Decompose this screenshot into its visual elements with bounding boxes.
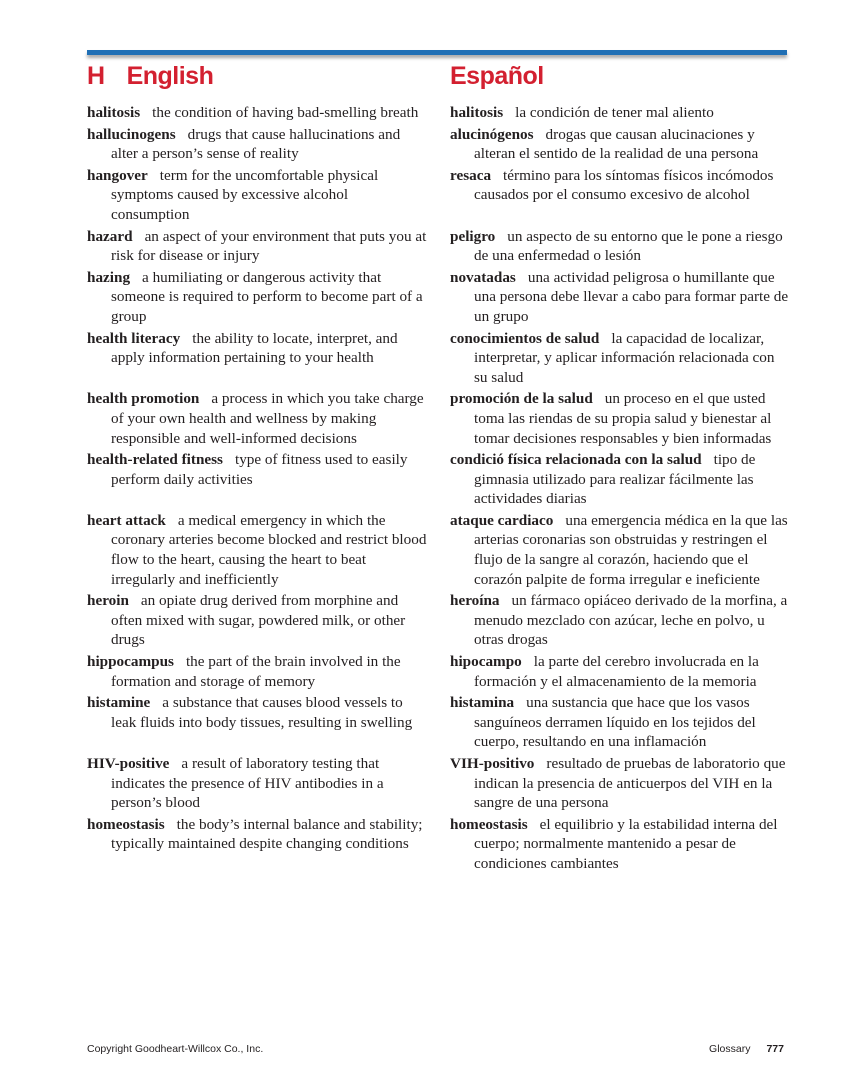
english-entry: [87, 511, 428, 589]
definition: a result of laboratory testing that indicates the presence of HIV antibodies in a person’s blood: [111, 755, 384, 812]
spanish-entry: [450, 125, 791, 164]
english-entry: [87, 227, 428, 266]
english-entry: [87, 652, 428, 691]
term: health promotion: [87, 390, 200, 408]
english-entry: [87, 103, 428, 123]
english-entry: [87, 389, 428, 448]
definition: a process in which you take charge of your own health and wellness by making responsible and well-informed decisions: [111, 390, 424, 447]
term: novatadas: [450, 268, 516, 286]
header-rule: [87, 50, 787, 55]
english-entry: [87, 693, 428, 752]
spanish-entry: [450, 693, 791, 752]
term: hipocampo: [450, 653, 522, 671]
english-entry: [87, 166, 428, 225]
term: hangover: [87, 166, 148, 184]
definition: drogas que causan alucinaciones y alteran el sentido de la realidad de una persona: [474, 125, 759, 163]
term: hazard: [87, 227, 133, 245]
term: health-related fitness: [87, 451, 223, 469]
term: ataque cardiaco: [450, 511, 554, 529]
page-number: 777: [766, 1043, 784, 1055]
glossary-entries: [87, 103, 787, 874]
term: health literacy: [87, 329, 181, 347]
english-entry: [87, 125, 428, 164]
english-entry: [87, 450, 428, 509]
definition: el equilibrio y la estabilidad interna del cuerpo; normalmente mantenido a pesar de condiciones cambiantes: [474, 815, 778, 872]
definition: drugs that cause hallucinations and alter a person’s sense of reality: [111, 125, 401, 163]
definition: una sustancia que hace que los vasos sanguíneos derramen líquido en los tejidos del cuerpo, resultando en una inflamación: [474, 694, 756, 751]
english-entry: [87, 329, 428, 388]
definition: a humiliating or dangerous activity that someone is required to perform to become part of a group: [111, 268, 423, 325]
definition: the body’s internal balance and stability; typically maintained despite changing conditions: [111, 815, 423, 853]
spanish-entry: [450, 511, 791, 589]
spanish-entry: [450, 329, 791, 388]
definition: the part of the brain involved in the formation and storage of memory: [111, 653, 401, 690]
definition: the condition of having bad-smelling breath: [152, 104, 419, 121]
term: VIH-positivo: [450, 755, 535, 772]
term: hippocampus: [87, 653, 174, 671]
term: hazing: [87, 268, 131, 286]
spanish-entry: [450, 815, 791, 874]
term: halitosis: [450, 104, 504, 121]
term: heart attack: [87, 511, 166, 529]
term: halitosis: [87, 104, 141, 121]
term: hallucinogens: [87, 125, 176, 143]
english-label: English: [126, 62, 214, 90]
term: alucinógenos: [450, 125, 534, 143]
definition: un aspecto de su entorno que le pone a riesgo de una enfermedad o lesión: [474, 227, 783, 265]
definition: a substance that causes blood vessels to leak fluids into body tissues, resulting in swelling: [111, 694, 413, 731]
spanish-entry: [450, 652, 791, 691]
section-letter: H: [87, 62, 105, 90]
definition: término para los síntomas físicos incómodos causados por el consumo excesivo de alcohol: [474, 166, 774, 204]
term: conocimientos de salud: [450, 329, 600, 347]
definition: an aspect of your environment that puts you at risk for disease or injury: [111, 227, 427, 265]
definition: an opiate drug derived from morphine and often mixed with sugar, powdered milk, or other drugs: [111, 592, 406, 649]
english-entry: [87, 754, 428, 813]
term: condició física relacionada con la salud: [450, 451, 702, 469]
definition: una actividad peligrosa o humillante que una persona debe llevar a cabo para formar parte de un grupo: [474, 268, 789, 325]
spanish-entry: [450, 389, 791, 448]
definition: un proceso en el que usted toma las riendas de su propia salud y bienestar al tomar decisiones responsables y bien informadas: [474, 390, 772, 447]
definition: la parte del cerebro involucrada en la formación y el almacenamiento de la memoria: [474, 653, 759, 690]
copyright: Copyright Goodheart-Willcox Co., Inc.: [87, 1043, 264, 1055]
spanish-entry: [450, 450, 791, 509]
term: homeostasis: [450, 815, 528, 833]
term: homeostasis: [87, 815, 165, 833]
term: heroin: [87, 592, 129, 610]
section-name: Glossary: [709, 1043, 751, 1055]
spanish-heading: Español: [450, 62, 544, 90]
term: resaca: [450, 166, 492, 184]
spanish-entry: [450, 227, 791, 266]
term: histamine: [87, 694, 151, 712]
term: promoción de la salud: [450, 390, 593, 408]
english-entry: [87, 815, 428, 874]
english-heading: [87, 62, 213, 91]
definition: tipo de gimnasia utilizado para realizar fácilmente las actividades diarias: [474, 451, 756, 508]
page-footer: [709, 1043, 784, 1055]
spanish-entry: [450, 166, 791, 225]
definition: resultado de pruebas de laboratorio que indican la presencia de anticuerpos del VIH en la sangre de una persona: [474, 755, 786, 812]
definition: una emergencia médica en la que las arterias coronarias son obstruidas y restringen el flujo de la sangre al corazón, haciendo que el corazón palpite de forma irregular e ineficiente: [474, 511, 788, 588]
english-entry: [87, 591, 428, 650]
spanish-entry: [450, 591, 791, 650]
definition: the ability to locate, interpret, and apply information pertaining to your health: [111, 329, 398, 367]
definition: term for the uncomfortable physical symptoms caused by excessive alcohol consumption: [111, 166, 379, 223]
english-entry: [87, 268, 428, 327]
spanish-entry: [450, 268, 791, 327]
term: HIV-positive: [87, 755, 170, 772]
definition: type of fitness used to easily perform daily activities: [111, 451, 408, 488]
term: peligro: [450, 227, 496, 245]
definition: la capacidad de localizar, interpretar, y aplicar información relacionada con su salud: [474, 329, 775, 386]
definition: un fármaco opiáceo derivado de la morfina, a menudo mezclado con azúcar, leche en polvo, u otras drogas: [474, 592, 788, 649]
spanish-entry: [450, 103, 791, 123]
spanish-entry: [450, 754, 791, 813]
definition: a medical emergency in which the coronary arteries become blocked and restrict blood flow to the heart, causing the heart to beat irregularly and inefficiently: [111, 511, 427, 588]
term: histamina: [450, 694, 515, 712]
definition: la condición de tener mal aliento: [515, 104, 714, 121]
term: heroína: [450, 592, 500, 610]
